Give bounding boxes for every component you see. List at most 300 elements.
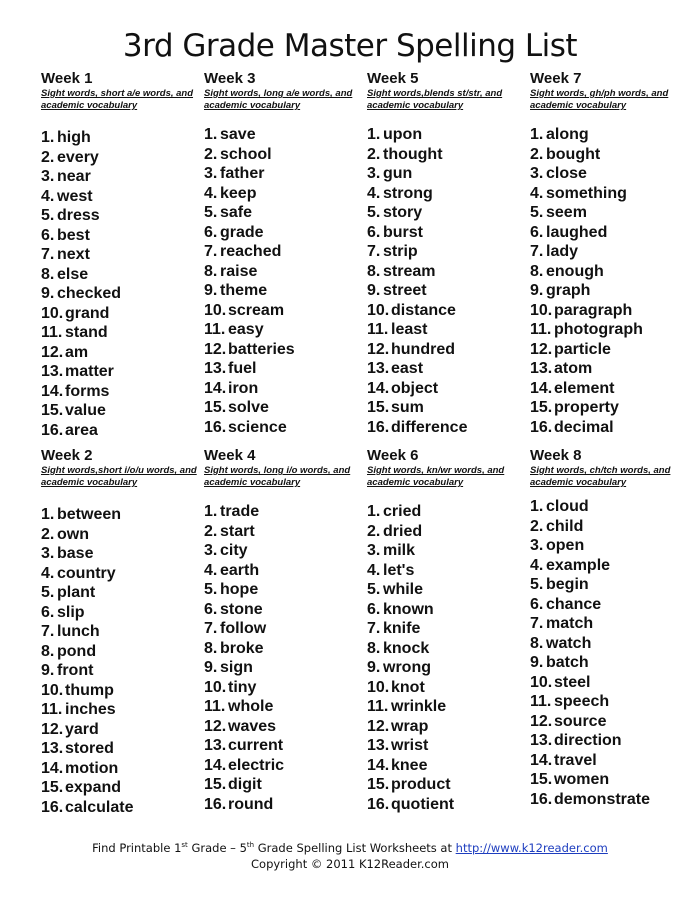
word-item — [41, 564, 133, 584]
word-text: father — [220, 165, 265, 182]
word-number: 7. — [41, 623, 55, 640]
word-item — [530, 242, 643, 262]
word-item — [41, 284, 121, 304]
word-item — [367, 775, 454, 795]
word-number: 13. — [530, 360, 553, 377]
word-text: example — [546, 556, 611, 574]
word-number: 2. — [530, 517, 544, 535]
word-number: 8. — [204, 639, 218, 657]
word-text: women — [554, 771, 610, 788]
word-number: 16. — [41, 798, 64, 816]
word-item — [367, 541, 454, 561]
word-number: 6. — [41, 603, 55, 621]
word-number: 9. — [530, 282, 544, 299]
word-text: waves — [228, 717, 277, 735]
word-item — [367, 359, 467, 379]
word-item — [367, 658, 454, 678]
word-number: 4. — [204, 184, 218, 202]
word-item — [367, 203, 467, 223]
word-number: 4. — [41, 187, 55, 205]
word-text: paragraph — [554, 301, 633, 319]
word-item — [530, 653, 650, 673]
word-number: 5. — [41, 584, 55, 601]
word-number: 1. — [530, 126, 544, 143]
word-text: pond — [57, 642, 97, 660]
week-title: Week 4 — [204, 447, 256, 464]
word-number: 11. — [530, 693, 552, 710]
word-item — [41, 148, 121, 168]
word-item — [367, 320, 467, 340]
word-number: 5. — [367, 204, 381, 221]
word-text: dried — [383, 522, 423, 540]
word-text: matter — [65, 363, 114, 380]
week-title: Week 1 — [41, 70, 93, 87]
word-number: 2. — [367, 522, 381, 540]
word-item — [204, 639, 284, 659]
word-number: 5. — [41, 207, 55, 224]
word-number: 9. — [204, 659, 218, 676]
word-item — [41, 362, 121, 382]
word-number: 16. — [204, 418, 227, 436]
word-text: let's — [383, 561, 415, 579]
word-text: source — [554, 712, 607, 730]
word-text: distance — [391, 301, 456, 319]
word-text: decimal — [554, 418, 614, 436]
word-number: 2. — [204, 145, 218, 163]
word-text: begin — [546, 576, 589, 593]
word-text: between — [57, 506, 122, 523]
week-title: Week 7 — [530, 70, 582, 87]
word-text: tiny — [228, 678, 257, 696]
word-text: burst — [383, 223, 423, 241]
word-number: 8. — [530, 634, 544, 652]
word-number: 4. — [530, 184, 544, 202]
word-item — [204, 678, 284, 698]
word-item — [204, 736, 284, 756]
word-text: round — [228, 795, 274, 813]
word-item — [204, 125, 295, 145]
word-number: 1. — [367, 126, 381, 143]
word-text: chance — [546, 595, 602, 613]
week-subtitle: Sight words, short a/e words, and academic vocabulary — [41, 88, 194, 111]
word-number: 9. — [204, 282, 218, 299]
word-text: element — [554, 379, 615, 397]
word-text: fuel — [228, 360, 257, 377]
word-number: 12. — [41, 343, 64, 361]
word-text: raise — [220, 262, 258, 280]
word-number: 10. — [530, 673, 553, 691]
word-item — [530, 673, 650, 693]
word-number: 1. — [530, 498, 544, 515]
word-text: calculate — [65, 798, 134, 816]
word-item — [530, 712, 650, 732]
word-item — [204, 379, 295, 399]
word-text: iron — [228, 379, 259, 397]
word-text: dress — [57, 207, 100, 224]
word-number: 14. — [41, 759, 64, 777]
word-text: theme — [220, 282, 268, 299]
word-number: 13. — [530, 732, 553, 749]
word-item — [41, 622, 133, 642]
word-item — [367, 301, 467, 321]
week-block — [41, 70, 201, 450]
word-item — [41, 128, 121, 148]
word-text: hundred — [391, 340, 455, 358]
k12reader-link[interactable]: http://www.k12reader.com — [455, 840, 608, 855]
word-number: 15. — [204, 399, 227, 416]
word-number: 9. — [367, 659, 381, 676]
word-text: cloud — [546, 498, 589, 515]
word-text: stone — [220, 600, 263, 618]
word-item — [41, 583, 133, 603]
word-number: 5. — [367, 581, 381, 598]
word-item — [204, 775, 284, 795]
word-item — [530, 595, 650, 615]
word-number: 6. — [204, 600, 218, 618]
word-number: 8. — [367, 262, 381, 280]
word-number: 3. — [530, 165, 544, 182]
word-item — [204, 223, 295, 243]
word-text: lady — [546, 243, 579, 260]
word-item — [530, 575, 650, 595]
word-text: forms — [65, 382, 110, 400]
word-number: 12. — [367, 717, 390, 735]
word-list — [530, 125, 643, 437]
word-number: 13. — [367, 737, 390, 754]
word-item — [530, 398, 643, 418]
word-text: base — [57, 545, 94, 562]
word-number: 10. — [530, 301, 553, 319]
word-text: keep — [220, 184, 257, 202]
word-number: 2. — [41, 148, 55, 166]
word-number: 7. — [41, 246, 55, 263]
word-number: 12. — [530, 712, 553, 730]
word-text: science — [228, 418, 287, 436]
word-number: 2. — [204, 522, 218, 540]
word-list — [41, 128, 121, 440]
word-item — [41, 421, 121, 441]
word-text: current — [228, 737, 284, 754]
word-number: 6. — [204, 223, 218, 241]
word-item — [41, 401, 121, 421]
word-text: hope — [220, 581, 259, 598]
word-item — [530, 556, 650, 576]
word-item — [530, 281, 643, 301]
word-number: 2. — [530, 145, 544, 163]
word-item — [530, 125, 643, 145]
word-item — [367, 340, 467, 360]
word-number: 14. — [204, 756, 227, 774]
word-text: demonstrate — [554, 790, 651, 808]
word-number: 14. — [530, 379, 553, 397]
word-text: value — [65, 402, 106, 419]
word-number: 12. — [530, 340, 553, 358]
word-text: speech — [554, 693, 610, 710]
word-item — [367, 379, 467, 399]
word-number: 15. — [204, 776, 227, 793]
word-text: upon — [383, 126, 423, 143]
word-item — [41, 778, 133, 798]
word-number: 11. — [530, 321, 552, 338]
word-item — [204, 320, 295, 340]
word-number: 5. — [530, 204, 544, 221]
word-item — [41, 187, 121, 207]
word-text: milk — [383, 542, 416, 559]
word-text: batch — [546, 654, 589, 671]
word-number: 15. — [367, 399, 390, 416]
word-item — [41, 525, 133, 545]
word-item — [204, 600, 284, 620]
word-text: school — [220, 145, 272, 163]
word-item — [530, 517, 650, 537]
word-number: 10. — [367, 678, 390, 696]
word-number: 13. — [41, 363, 64, 380]
word-item — [367, 418, 467, 438]
word-text: high — [57, 129, 91, 146]
word-text: start — [220, 522, 255, 540]
word-item — [204, 561, 284, 581]
word-item — [204, 580, 284, 600]
word-item — [41, 642, 133, 662]
word-item — [204, 717, 284, 737]
word-number: 7. — [367, 620, 381, 637]
word-text: else — [57, 265, 89, 283]
word-text: motion — [65, 759, 119, 777]
word-item — [41, 759, 133, 779]
word-item — [530, 359, 643, 379]
word-item — [41, 700, 133, 720]
word-text: enough — [546, 262, 604, 280]
word-item — [530, 262, 643, 282]
word-item — [367, 125, 467, 145]
word-item — [367, 619, 454, 639]
word-text: known — [383, 600, 434, 618]
word-item — [367, 242, 467, 262]
word-item — [530, 379, 643, 399]
word-number: 4. — [367, 561, 381, 579]
word-item — [530, 164, 643, 184]
word-text: least — [391, 321, 428, 338]
week-title: Week 8 — [530, 447, 582, 464]
word-item — [367, 561, 454, 581]
word-text: batteries — [228, 340, 295, 358]
word-item — [530, 692, 650, 712]
word-number: 3. — [367, 165, 381, 182]
word-item — [367, 522, 454, 542]
word-number: 2. — [367, 145, 381, 163]
word-item — [367, 795, 454, 815]
word-text: open — [546, 537, 585, 554]
word-item — [530, 770, 650, 790]
word-text: travel — [554, 751, 597, 769]
word-text: slip — [57, 603, 85, 621]
word-text: follow — [220, 620, 267, 637]
word-item — [204, 418, 295, 438]
word-text: while — [383, 581, 424, 598]
word-item — [41, 661, 133, 681]
word-text: atom — [554, 360, 593, 377]
word-item — [204, 697, 284, 717]
week-subtitle: Sight words, kn/wr words, and academic vocabulary — [367, 465, 505, 488]
word-item — [41, 245, 121, 265]
week-subtitle: Sight words, long a/e words, and academic vocabulary — [204, 88, 353, 111]
word-item — [367, 145, 467, 165]
word-text: wrap — [391, 717, 429, 735]
word-item — [530, 731, 650, 751]
word-number: 6. — [530, 223, 544, 241]
word-item — [530, 418, 643, 438]
word-number: 15. — [367, 776, 390, 793]
word-text: wrong — [383, 659, 431, 676]
word-number: 10. — [204, 678, 227, 696]
word-number: 3. — [41, 545, 55, 562]
word-item — [204, 340, 295, 360]
word-number: 12. — [204, 717, 227, 735]
word-text: yard — [65, 720, 99, 738]
word-text: trade — [220, 503, 260, 520]
word-item — [530, 184, 643, 204]
word-text: save — [220, 126, 256, 143]
word-text: close — [546, 165, 587, 182]
word-number: 11. — [367, 321, 389, 338]
word-item — [367, 678, 454, 698]
word-text: gun — [383, 165, 413, 182]
word-item — [530, 634, 650, 654]
footer-text-1: Find Printable 1 — [92, 840, 182, 855]
word-number: 9. — [41, 662, 55, 679]
word-text: whole — [228, 698, 274, 715]
word-item — [530, 223, 643, 243]
word-text: something — [546, 184, 627, 202]
word-text: wrist — [391, 737, 429, 754]
word-text: area — [65, 421, 98, 439]
word-item — [204, 145, 295, 165]
word-number: 5. — [204, 581, 218, 598]
word-item — [367, 398, 467, 418]
word-item — [204, 184, 295, 204]
word-number: 3. — [41, 168, 55, 185]
word-item — [204, 262, 295, 282]
week-subtitle: Sight words, ch/tch words, and academic vocabulary — [530, 465, 671, 488]
word-number: 8. — [367, 639, 381, 657]
word-text: child — [546, 517, 584, 535]
word-text: solve — [228, 399, 269, 416]
word-item — [530, 340, 643, 360]
word-item — [204, 242, 295, 262]
word-text: direction — [554, 732, 622, 749]
word-number: 7. — [204, 620, 218, 637]
word-item — [367, 717, 454, 737]
word-text: electric — [228, 756, 285, 774]
word-text: east — [391, 360, 424, 377]
word-item — [204, 658, 284, 678]
word-number: 11. — [41, 701, 63, 718]
word-item — [204, 164, 295, 184]
week-block — [41, 447, 201, 827]
word-item — [367, 223, 467, 243]
footer-text-3: Grade Spelling List Worksheets at — [254, 840, 456, 855]
week-subtitle: Sight words, gh/ph words, and academic vocabulary — [530, 88, 669, 111]
word-number: 14. — [204, 379, 227, 397]
word-number: 11. — [367, 698, 389, 715]
word-text: plant — [57, 584, 96, 601]
word-list — [367, 125, 467, 437]
word-number: 2. — [41, 525, 55, 543]
word-number: 3. — [367, 542, 381, 559]
week-block — [367, 447, 527, 827]
word-text: city — [220, 542, 248, 559]
word-item — [204, 795, 284, 815]
word-text: property — [554, 399, 619, 416]
word-number: 16. — [41, 421, 64, 439]
word-number: 4. — [530, 556, 544, 574]
word-number: 7. — [204, 243, 218, 260]
footer-sup-2: th — [246, 841, 255, 849]
word-item — [530, 203, 643, 223]
word-number: 9. — [367, 282, 381, 299]
word-text: strip — [383, 243, 418, 260]
word-number: 1. — [367, 503, 381, 520]
week-title: Week 3 — [204, 70, 256, 87]
word-number: 3. — [530, 537, 544, 554]
word-item — [367, 281, 467, 301]
word-item — [41, 226, 121, 246]
word-text: grand — [65, 304, 110, 322]
word-item — [367, 600, 454, 620]
word-text: safe — [220, 204, 253, 221]
word-item — [367, 736, 454, 756]
footer-line-1 — [0, 837, 700, 856]
word-number: 3. — [204, 542, 218, 559]
word-item — [530, 614, 650, 634]
word-item — [41, 265, 121, 285]
word-text: digit — [228, 776, 262, 793]
word-item — [41, 720, 133, 740]
word-text: cried — [383, 503, 422, 520]
footer-text-2: Grade – 5 — [187, 840, 247, 855]
word-item — [530, 145, 643, 165]
word-text: scream — [228, 301, 285, 319]
copyright: Copyright © 2011 K12Reader.com — [251, 856, 449, 871]
word-text: broke — [220, 639, 264, 657]
word-text: country — [57, 564, 116, 582]
word-item — [204, 619, 284, 639]
word-number: 4. — [41, 564, 55, 582]
word-item — [367, 502, 454, 522]
word-item — [204, 281, 295, 301]
word-number: 6. — [367, 600, 381, 618]
word-item — [530, 790, 650, 810]
word-item — [41, 304, 121, 324]
word-number: 8. — [41, 265, 55, 283]
word-item — [367, 756, 454, 776]
word-text: grade — [220, 223, 264, 241]
word-number: 4. — [204, 561, 218, 579]
word-number: 10. — [367, 301, 390, 319]
footer — [0, 837, 700, 872]
word-text: seem — [546, 204, 587, 221]
word-number: 6. — [41, 226, 55, 244]
word-text: knife — [383, 620, 421, 637]
word-text: expand — [65, 779, 122, 796]
word-item — [204, 756, 284, 776]
word-item — [41, 343, 121, 363]
week-title: Week 2 — [41, 447, 93, 464]
word-number: 7. — [367, 243, 381, 260]
week-title: Week 5 — [367, 70, 419, 87]
word-text: graph — [546, 282, 591, 299]
word-number: 5. — [530, 576, 544, 593]
